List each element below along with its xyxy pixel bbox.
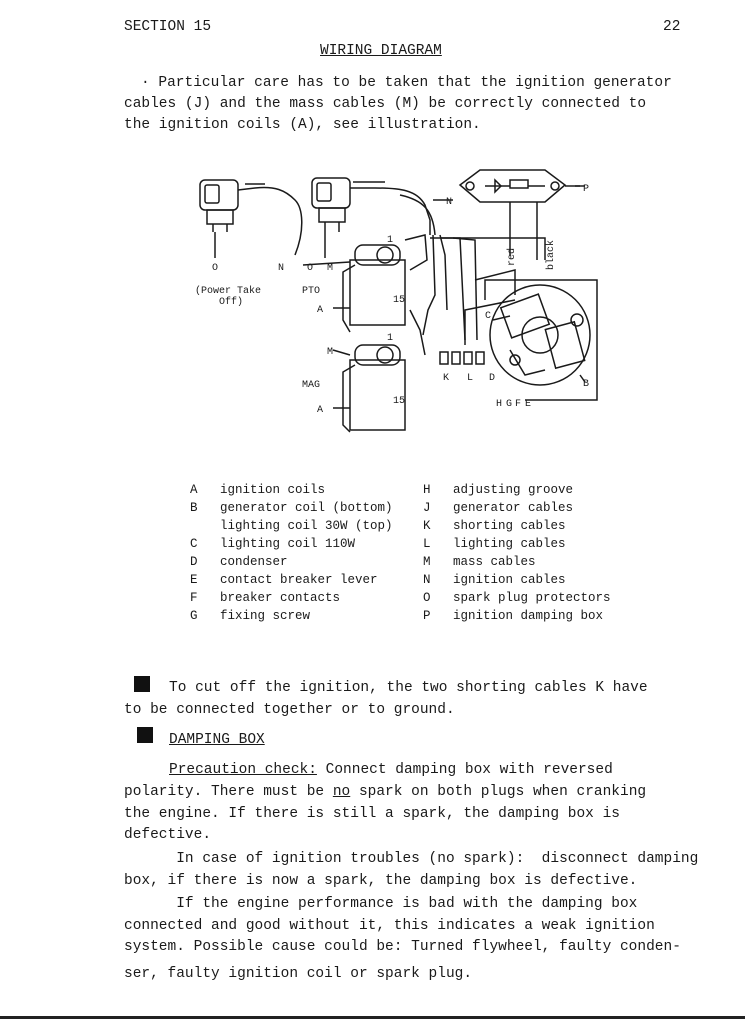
section-label: SECTION 15 (124, 19, 212, 35)
precaution-line-1 (169, 763, 613, 777)
performance-line-4: ser, faulty ignition coil or spark plug. (124, 966, 473, 982)
intro-line-3: the ignition coils (A), see illustration. (124, 117, 481, 133)
diagram-label-g: G (506, 399, 513, 410)
diagram-label-m: M (327, 263, 334, 274)
damping-box-icon (460, 170, 580, 202)
performance-line-1: If the engine performance is bad with the damping box (124, 896, 638, 912)
performance-line-3: system. Possible cause could be: Turned flywheel, faulty conden- (124, 939, 681, 955)
legend-key-g: G (190, 609, 198, 623)
diagram-label-d: D (489, 373, 496, 384)
legend-text-d: condenser (220, 555, 288, 569)
diagram-label-o: O (212, 263, 219, 274)
legend-text-f: breaker contacts (220, 591, 341, 605)
diagram-label-black: black (546, 239, 557, 270)
legend-key-h: H (423, 483, 431, 497)
diagram-label-a2: A (317, 405, 324, 416)
legend-key-f: F (190, 591, 198, 605)
precaution-line-3: the engine. If there is still a spark, the damping box is (124, 806, 620, 822)
diagram-label-a: A (317, 305, 324, 316)
precaution-line-2-a: polarity. There must be (124, 784, 333, 800)
diagram-label-m2: M (327, 347, 334, 358)
diagram-label-15b: 15 (393, 396, 406, 407)
damping-box-heading: DAMPING BOX (169, 732, 265, 748)
bullet-square-icon (137, 727, 153, 743)
legend-text-e: contact breaker lever (220, 573, 378, 587)
diagram-label-mag: MAG (302, 380, 321, 391)
diagram-label-l: L (467, 373, 474, 384)
precaution-no: no (332, 784, 351, 800)
intro-line-1: · Particular care has to be taken that the ignition generator (141, 75, 672, 91)
diagram-label-h: H (496, 399, 503, 410)
performance-line-2: connected and good without it, this indicates a weak ignition (124, 918, 655, 934)
diagram-label-k: K (443, 373, 450, 384)
legend-key-b: B (190, 501, 198, 515)
diagram-label-n2: N (446, 197, 453, 208)
diagram-label-pto-left2: Off) (219, 297, 244, 308)
cutoff-line-1: To cut off the ignition, the two shorting cables K have (169, 680, 648, 696)
precaution-label: Precaution check: (169, 762, 317, 778)
spark-plug-protector-left-icon (200, 180, 238, 258)
legend-key-e: E (190, 573, 198, 587)
ignition-cable-right (350, 188, 430, 235)
legend-key-j: J (423, 501, 431, 515)
legend-text-n: ignition cables (453, 573, 566, 587)
legend-key-k: K (423, 519, 431, 533)
diagram-label-c: C (485, 311, 492, 322)
legend-text-p: ignition damping box (453, 609, 604, 623)
page-number: 22 (663, 19, 681, 35)
legend-text-b: generator coil (bottom) (220, 501, 393, 515)
legend-key-l: L (423, 537, 431, 551)
ignition-cable-left (238, 188, 302, 256)
ignition-coil-lower-icon (343, 345, 405, 432)
troubles-line-1: In case of ignition troubles (no spark): disconnect damping (124, 851, 699, 867)
legend-text-l: lighting cables (453, 537, 566, 551)
legend-text-h: adjusting groove (453, 483, 574, 497)
legend-key-p: P (423, 609, 431, 623)
diagram-label-15: 15 (393, 295, 406, 306)
legend-key-c: C (190, 537, 198, 551)
legend-key-d: D (190, 555, 198, 569)
legend-text-a: ignition coils (220, 483, 326, 497)
stator-plate-icon (485, 280, 597, 400)
bullet-square-icon (134, 676, 150, 692)
diagram-label-f: F (515, 399, 522, 410)
cutoff-line-2: to be connected together or to ground. (124, 702, 455, 718)
legend-key-o: O (423, 591, 431, 605)
page-bottom-edge (0, 1016, 745, 1019)
legend-key-n: N (423, 573, 431, 587)
diagram-label-1: 1 (387, 235, 394, 246)
spark-plug-protector-right-icon (312, 178, 350, 258)
page-title: WIRING DIAGRAM (320, 43, 442, 59)
precaution-line-1-rest: Connect damping box with reversed (316, 762, 613, 778)
troubles-line-2: box, if there is now a spark, the damping box is defective. (124, 873, 638, 889)
legend-key-m: M (423, 555, 431, 569)
legend-text-m: mass cables (453, 555, 536, 569)
legend-text-b2: lighting coil 30W (top) (220, 519, 393, 533)
diagram-label-n: N (278, 263, 285, 274)
legend-text-o: spark plug protectors (453, 591, 611, 605)
legend-text-k: shorting cables (453, 519, 566, 533)
diagram-label-red: red (507, 247, 518, 266)
wiring-diagram (185, 160, 615, 445)
diagram-label-pto: PTO (302, 286, 321, 297)
diagram-label-o2: O (307, 263, 314, 274)
legend-text-c: lighting coil 110W (220, 537, 356, 551)
cable-connectors-icon (440, 352, 484, 364)
legend-text-g: fixing screw (220, 609, 311, 623)
diagram-label-b: B (583, 379, 590, 390)
legend-text-j: generator cables (453, 501, 574, 515)
precaution-line-2-b: spark on both plugs when cranking (350, 784, 647, 800)
precaution-line-4: defective. (124, 827, 212, 843)
diagram-label-pto-left: (Power Take (195, 286, 262, 297)
diagram-label-p: P (583, 184, 590, 195)
intro-line-2: cables (J) and the mass cables (M) be correctly connected to (124, 96, 647, 112)
diagram-label-e: E (525, 399, 532, 410)
precaution-line-2 (124, 785, 646, 799)
diagram-label-1b: 1 (387, 333, 394, 344)
legend-key-a: A (190, 483, 198, 497)
